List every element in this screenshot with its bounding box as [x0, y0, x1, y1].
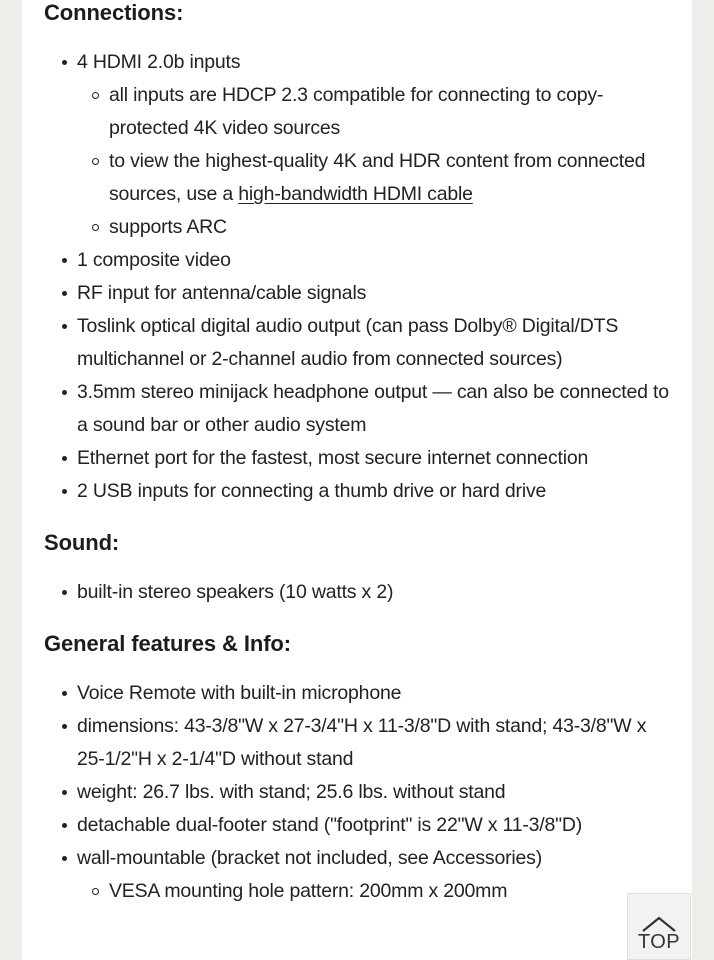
sub-list-item-text: all inputs are HDCP 2.3 compatible for connecting to copy-protected 4K video sources [109, 84, 604, 139]
sound-list [44, 576, 674, 609]
sub-list-item [77, 145, 674, 211]
list-item [44, 576, 674, 609]
spec-content [44, 0, 674, 926]
list-item [44, 710, 674, 776]
sub-list-item [77, 79, 674, 145]
sub-list-item-text: to view the highest-quality 4K and HDR content from connected sources, use a [109, 150, 646, 205]
hdmi-sublist [77, 79, 674, 244]
list-item-text: RF input for antenna/cable signals [77, 282, 367, 304]
list-item-text: 2 USB inputs for connecting a thumb drive or hard drive [77, 480, 547, 502]
list-item-text: built-in stereo speakers (10 watts x 2) [77, 581, 394, 603]
section-heading-connections: Connections: [44, 0, 184, 25]
list-item [44, 376, 674, 442]
list-item [44, 475, 674, 508]
list-item [44, 677, 674, 710]
hdmi-cable-link[interactable]: high-bandwidth HDMI cable [238, 183, 473, 205]
general-features-list [44, 677, 674, 908]
list-item [44, 244, 674, 277]
list-item-text: Ethernet port for the fastest, most secure internet connection [77, 447, 589, 469]
sub-list-item-text: VESA mounting hole pattern: 200mm x 200mm [109, 880, 508, 902]
sub-list-item-text: supports ARC [109, 216, 227, 238]
wall-mount-sublist [77, 875, 674, 908]
sub-list-item [77, 875, 674, 908]
list-item-text: weight: 26.7 lbs. with stand; 25.6 lbs. without stand [77, 781, 506, 803]
list-item [44, 46, 674, 244]
list-item-text: Toslink optical digital audio output (can pass Dolby® Digital/DTS multichannel or 2-channel audio from connected sources) [77, 315, 619, 370]
list-item [44, 310, 674, 376]
list-item [44, 842, 674, 908]
list-item-text: detachable dual-footer stand ("footprint" is 22"W x 11-3/8"D) [77, 814, 583, 836]
list-item [44, 442, 674, 475]
list-item-text: wall-mountable (bracket not included, see Accessories) [77, 847, 543, 869]
list-item-text: 1 composite video [77, 249, 231, 271]
list-item-text: Voice Remote with built-in microphone [77, 682, 402, 704]
connections-list [44, 46, 674, 508]
list-item [44, 776, 674, 809]
list-item [44, 277, 674, 310]
list-item-text: 3.5mm stereo minijack headphone output — can also be connected to a sound bar or other audio system [77, 381, 669, 436]
top-label: TOP [637, 931, 681, 953]
back-to-top-button[interactable] [627, 893, 691, 960]
list-item [44, 809, 674, 842]
list-item-text: 4 HDMI 2.0b inputs [77, 51, 241, 73]
sub-list-item [77, 211, 674, 244]
section-heading-sound: Sound: [44, 530, 120, 555]
list-item-text: dimensions: 43-3/8"W x 27-3/4"H x 11-3/8"D with stand; 43-3/8"W x 25-1/2"H x 2-1/4"D without stand [77, 715, 647, 770]
section-heading-general-features: General features & Info: [44, 631, 291, 656]
